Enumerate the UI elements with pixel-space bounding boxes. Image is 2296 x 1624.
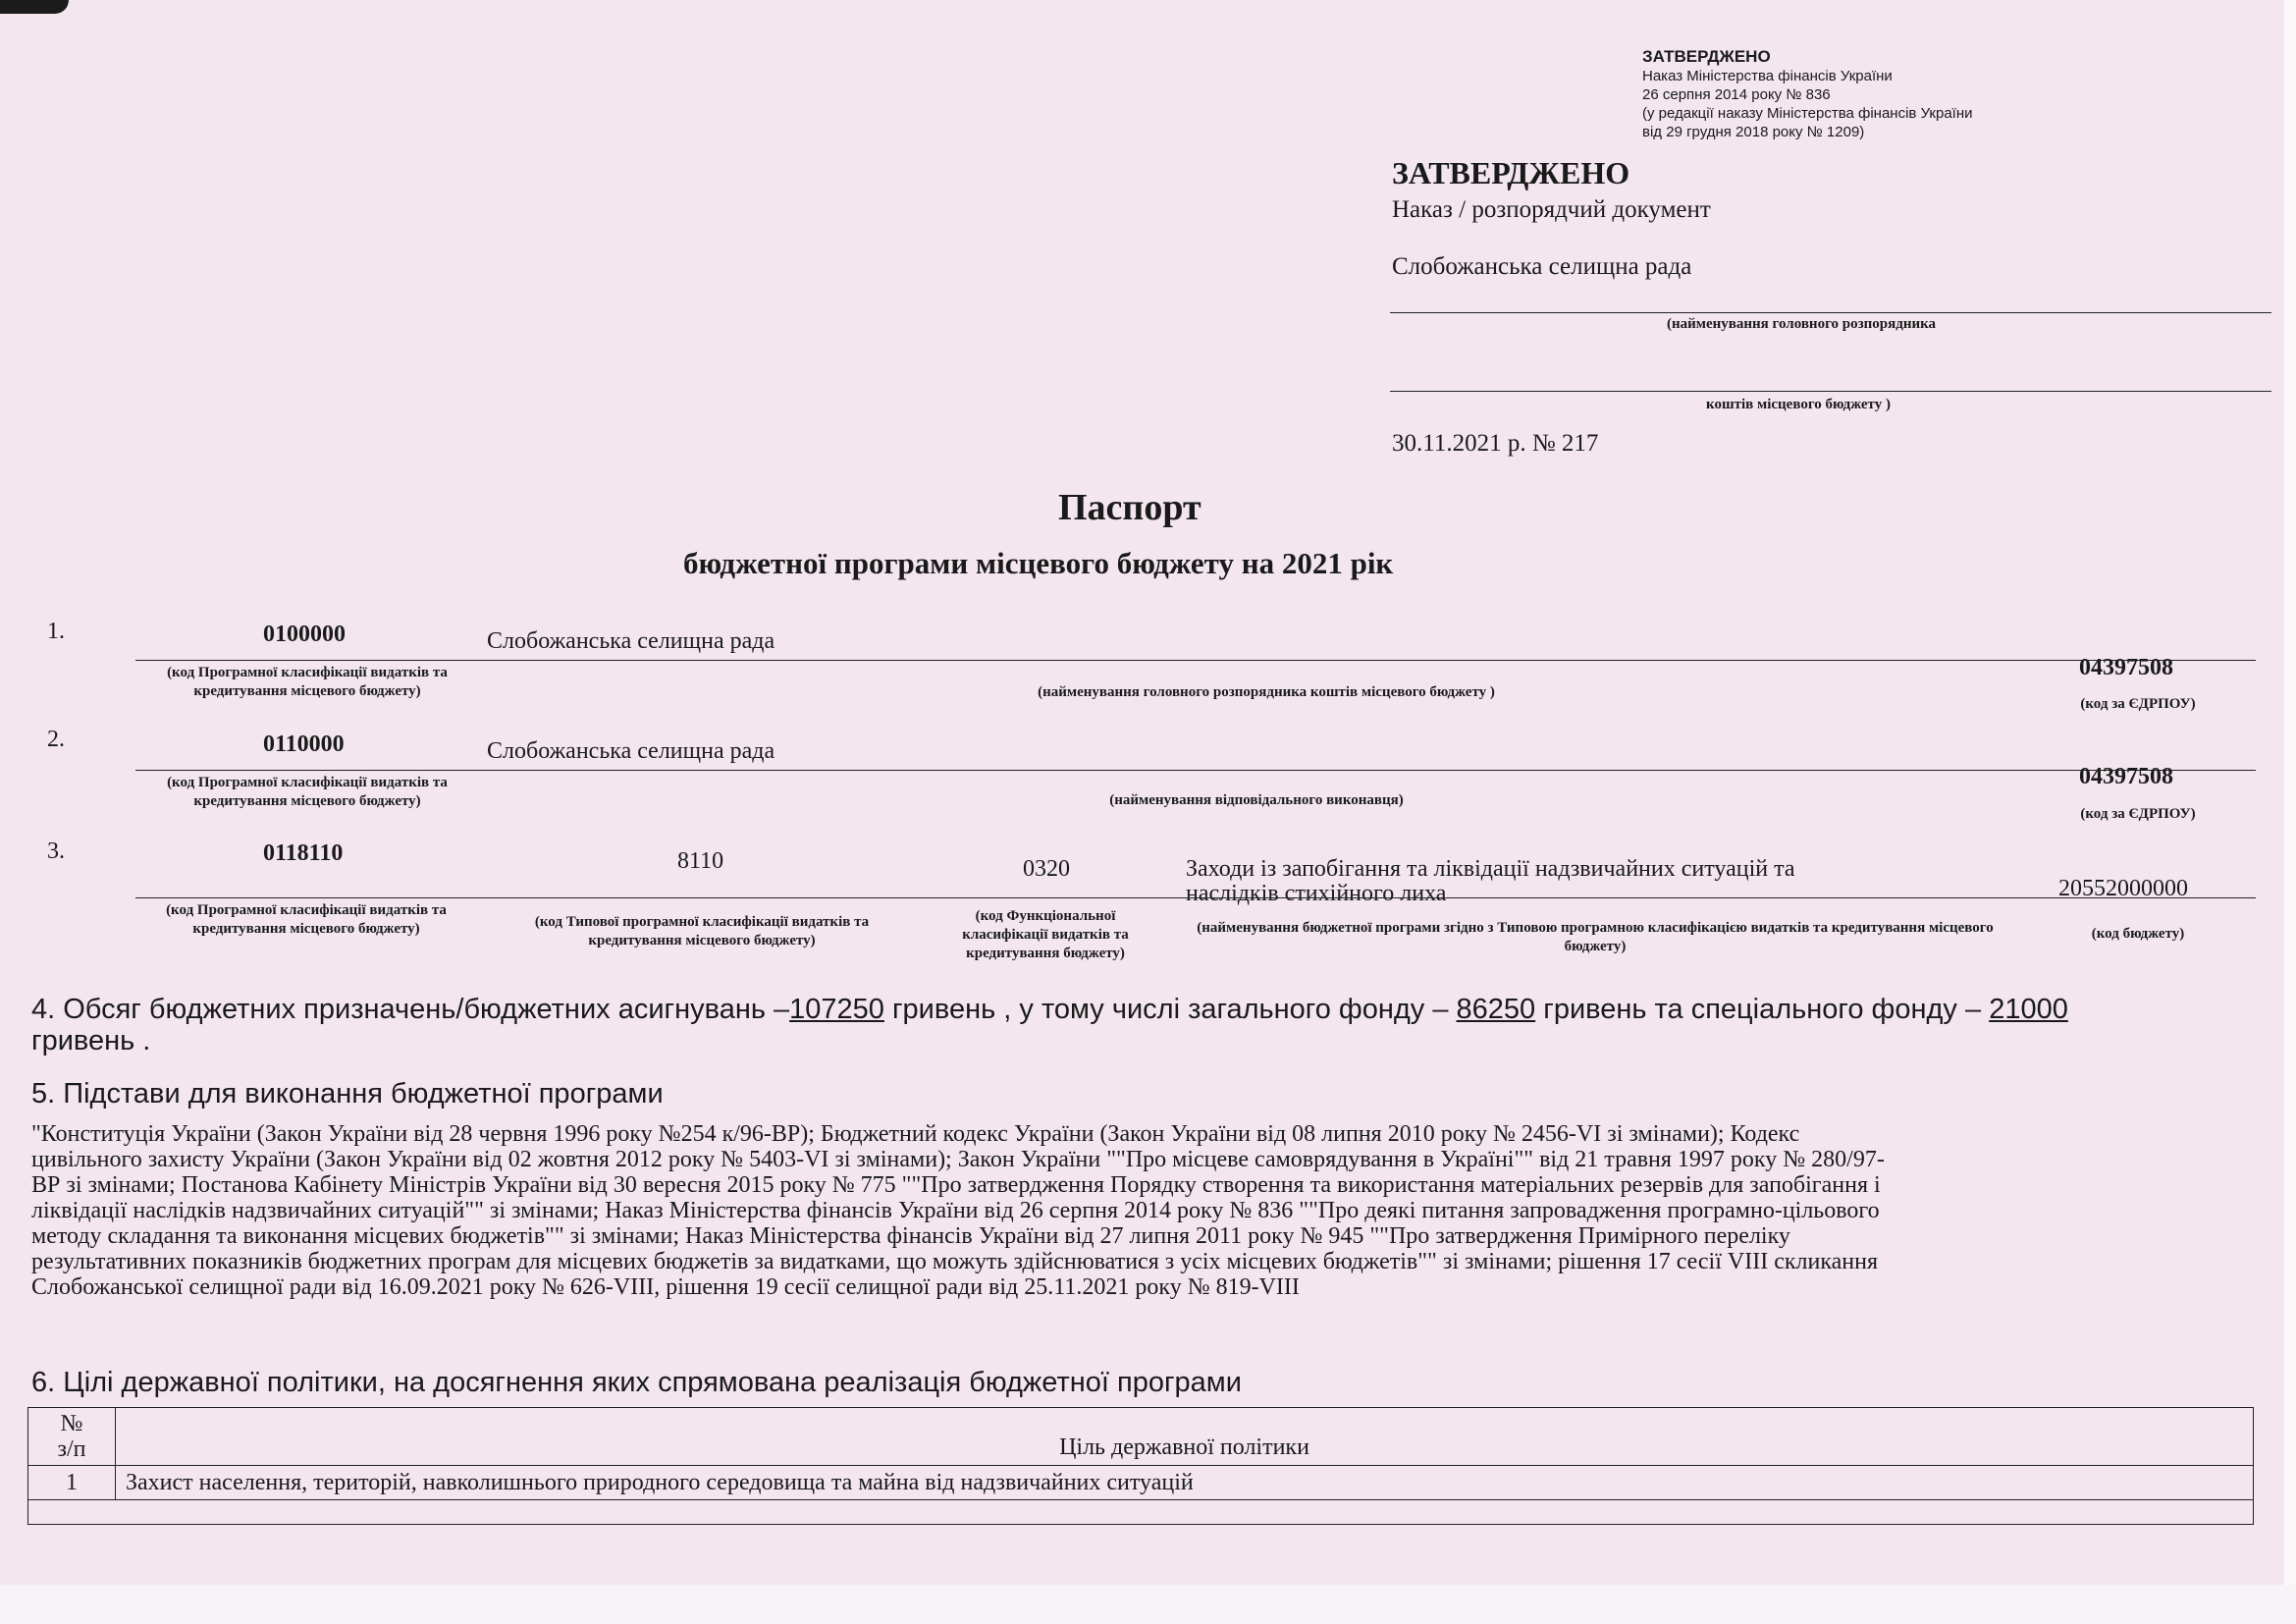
row2-edrpou: 04397508: [2079, 764, 2173, 789]
row3-budget-code: 20552000000: [2058, 876, 2188, 901]
section5-line: "Конституція України (Закон України від 28 червня 1996 року №254 к/96-ВР); Бюджетний кодекс України (Закон України від 08 липня 2010 року № 2456-VI зі змінами); Кодекс: [31, 1121, 1800, 1147]
row2-line: [135, 770, 2256, 771]
row2-number: 2.: [47, 727, 65, 752]
row2-name: Слобожанська селищна рада: [487, 738, 775, 764]
section5-line: цивільного захисту України (Закон України від 02 жовтня 2012 року № 5403-VI зі змінами); Закон України ""Про місцеве самоврядування в Україні"" від 21 травня 1997 року № 280/97-: [31, 1147, 1885, 1172]
stamp-small: [1642, 47, 1973, 141]
row3-fkvk-caption: (код Функціональної класифікації видатків та кредитування бюджету): [962, 908, 1129, 961]
goals-table: [27, 1407, 2254, 1525]
section4-total: 107250: [789, 994, 884, 1025]
stamp-small-line3: (у редакції наказу Міністерства фінансів України: [1642, 105, 1973, 122]
section4-line2: гривень .: [31, 1025, 151, 1056]
row2-code-caption: (код Програмної класифікації видатків та кредитування місцевого бюджету): [167, 775, 448, 809]
row3-code: 0118110: [263, 840, 344, 866]
row2-edrpou-caption: (код за ЄДРПОУ): [2080, 806, 2196, 822]
approval-line-2: [1390, 391, 2271, 392]
section4-text1: 4. Обсяг бюджетних призначень/бюджетних асигнувань –: [31, 994, 790, 1025]
section5-line: ВР зі змінами; Постанова Кабінету Міністрів України від 30 вересня 2015 року № 775 ""Про затвердження Порядку створення та використання матеріальних резервів для запобігання і: [31, 1172, 1881, 1198]
section5-line: ліквідації наслідків надзвичайних ситуацій"" зі змінами; Наказ Міністерства фінансів України від 26 серпня 2014 року № 836 ""Про деякі питання запровадження програмно-цільового: [31, 1198, 1880, 1223]
approval-title: ЗАТВЕРДЖЕНО: [1392, 155, 1630, 190]
section4-text3: гривень та спеціального фонду –: [1535, 994, 1990, 1025]
table-row: [28, 1466, 2254, 1500]
row1-number: 1.: [47, 619, 65, 644]
goals-col-number: [28, 1408, 116, 1466]
row3-name-caption: (найменування бюджетної програми згідно з Типовою програмною класифікацією видатків та кредитування місцевого бюджету): [1197, 920, 1994, 954]
goals-row-number: 1: [28, 1466, 116, 1500]
section5-heading: 5. Підстави для виконання бюджетної програми: [31, 1078, 664, 1110]
scan-bottom-margin: [0, 1585, 2296, 1624]
section5-line: Слобожанської селищної ради від 16.09.2021 року № 626-VIII, рішення 19 сесії селищної ради від 25.11.2021 року № 819-VIII: [31, 1274, 1300, 1300]
row3-code-caption: (код Програмної класифікації видатків та кредитування місцевого бюджету): [166, 902, 447, 937]
row3-tpkvk-caption: (код Типової програмної класифікації видатків та кредитування місцевого бюджету): [534, 914, 870, 948]
goals-empty-cell: [28, 1500, 116, 1525]
approval-date-number: 30.11.2021 р. № 217: [1392, 430, 1599, 457]
row2-code: 0110000: [263, 731, 345, 757]
stamp-small-line2: 26 серпня 2014 року № 836: [1642, 86, 1831, 103]
goals-header-row: [28, 1408, 2254, 1466]
section5-line: результативних показників бюджетних програм для місцевих бюджетів за видатками, що можуть здійснюватися з усіх місцевих бюджетів"" зі змінами; рішення 17 сесії VIII скликання: [31, 1249, 1879, 1274]
row3-name-line2: наслідків стихійного лиха: [1186, 881, 1447, 906]
approval-caption-2: коштів місцевого бюджету ): [1706, 397, 1891, 412]
approval-doc-type: Наказ / розпорядчий документ: [1392, 196, 1711, 223]
goals-col-number-2: з/п: [57, 1436, 86, 1462]
approval-caption-1: (найменування головного розпорядника: [1667, 316, 1937, 332]
stamp-small-title: ЗАТВЕРДЖЕНО: [1642, 47, 1771, 66]
goals-col-number-1: №: [60, 1411, 83, 1436]
goals-row-goal: Захист населення, територій, навколишнього природного середовища та майна від надзвичайних ситуацій: [116, 1466, 2254, 1500]
row1-name: Слобожанська селищна рада: [487, 628, 775, 654]
row1-code: 0100000: [263, 622, 346, 647]
row1-line: [135, 660, 2256, 661]
section5-line: методу складання та виконання місцевих бюджетів"" зі змінами; Наказ Міністерства фінансів України від 27 липня 2011 року № 945 ""Про затвердження Примірного переліку: [31, 1223, 1790, 1249]
section4-line1: [31, 994, 2068, 1026]
table-row-empty: [28, 1500, 2254, 1525]
row3-fkvk: 0320: [1023, 856, 1070, 882]
section6-heading: 6. Цілі державної політики, на досягнення яких спрямована реалізація бюджетної програми: [31, 1367, 1242, 1398]
scan-right-margin: [2284, 0, 2296, 1624]
approval-line-1: [1390, 312, 2271, 313]
stamp-small-line4: від 29 грудня 2018 року № 1209): [1642, 124, 1865, 140]
section5-text: [31, 1121, 2260, 1300]
row1-name-caption: (найменування головного розпорядника коштів місцевого бюджету ): [1038, 684, 1495, 700]
doc-subtitle: бюджетної програми місцевого бюджету на 2021 рік: [683, 546, 1394, 580]
row3-number: 3.: [47, 839, 65, 864]
goals-col-goal: Ціль державної політики: [116, 1408, 2254, 1466]
section4-general-fund: 86250: [1456, 994, 1536, 1025]
goals-empty-cell: [116, 1500, 2254, 1525]
row3-name-line1: Заходи із запобігання та ліквідації надзвичайних ситуацій та: [1186, 856, 1795, 882]
row2-name-caption: (найменування відповідального виконавця): [1109, 792, 1404, 808]
approval-org: Слобожанська селищна рада: [1392, 253, 1692, 280]
section4-text2: гривень , у тому числі загального фонду –: [883, 994, 1457, 1025]
row1-edrpou: 04397508: [2079, 655, 2173, 680]
section4-special-fund: 21000: [1989, 994, 2068, 1025]
scan-edge-shadow: [0, 0, 69, 14]
row1-edrpou-caption: (код за ЄДРПОУ): [2080, 696, 2196, 712]
row1-code-caption: (код Програмної класифікації видатків та кредитування місцевого бюджету): [167, 665, 448, 699]
row3-budget-caption: (код бюджету): [2091, 926, 2185, 942]
row3-tpkvk: 8110: [677, 848, 724, 874]
stamp-small-line1: Наказ Міністерства фінансів України: [1642, 68, 1893, 84]
row3-line: [135, 897, 2256, 898]
doc-title: Паспорт: [1058, 487, 1201, 528]
